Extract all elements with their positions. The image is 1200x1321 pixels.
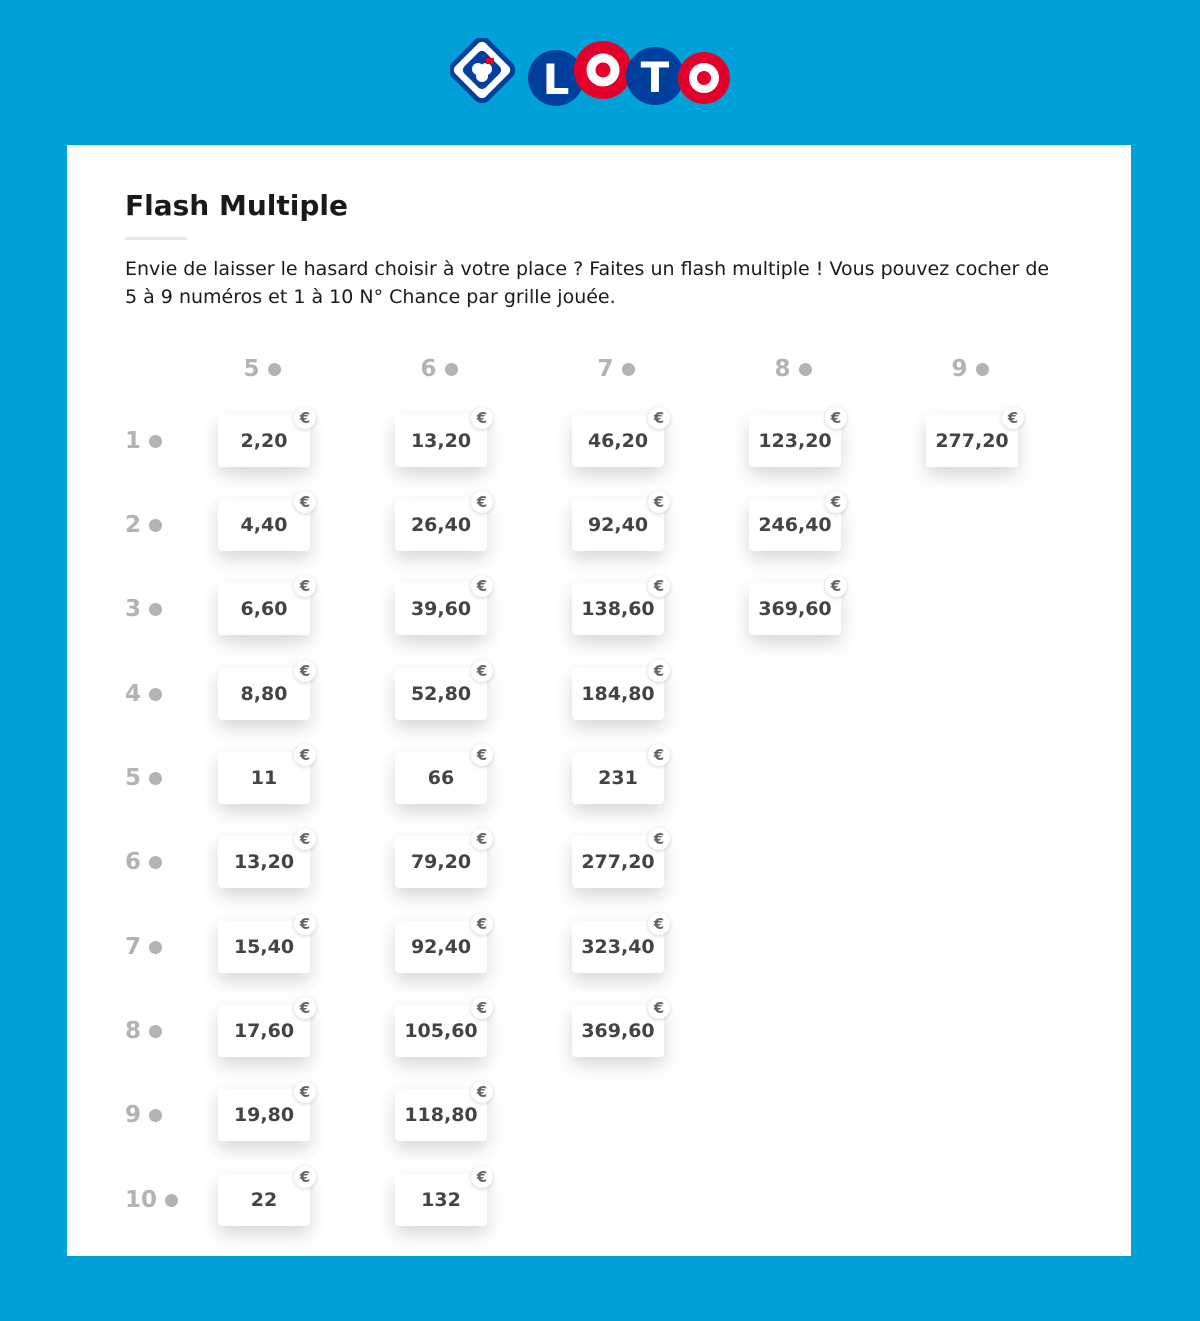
column-header-label: 7 (597, 356, 614, 382)
price-cell (218, 577, 311, 635)
price-value: 323,40 (581, 936, 655, 958)
price-value: 369,60 (758, 598, 832, 620)
price-cell (218, 999, 311, 1057)
price-value: 105,60 (404, 1020, 478, 1042)
euro-badge-icon: € (648, 828, 670, 850)
row-header-8 (125, 1011, 215, 1051)
price-value: 246,40 (758, 514, 832, 536)
euro-badge-icon: € (648, 744, 670, 766)
euro-badge-icon: € (471, 828, 493, 850)
title-divider (125, 237, 187, 240)
euro-badge-icon: € (471, 575, 493, 597)
ball-dot-icon (976, 363, 989, 376)
row-header-label: 2 (125, 512, 142, 538)
row-header-10 (125, 1180, 215, 1220)
price-value: 11 (250, 767, 278, 789)
price-cell (926, 409, 1019, 467)
chance-dot-icon (149, 519, 162, 532)
price-value: 19,80 (233, 1104, 295, 1126)
price-cell (572, 577, 665, 635)
row-header-4 (125, 674, 215, 714)
price-value: 92,40 (410, 936, 472, 958)
card-description: Envie de laisser le hasard choisir à votre place ? Faites un flash multiple ! Vous pouvez cocher de 5 à 9 numéros et 1 à 10 N° Chance par grille jouée. (125, 258, 1050, 308)
price-value: 26,40 (410, 514, 472, 536)
euro-badge-icon: € (294, 997, 316, 1019)
price-cell (749, 577, 842, 635)
euro-badge-icon: € (294, 913, 316, 935)
column-header-5 (222, 349, 302, 389)
column-header-9 (930, 349, 1010, 389)
price-cell (218, 409, 311, 467)
ball-dot-icon (799, 363, 812, 376)
row-header-1 (125, 421, 215, 461)
clover-icon (450, 38, 516, 104)
price-value: 22 (250, 1189, 278, 1211)
price-cell (572, 746, 665, 804)
euro-badge-icon: € (648, 913, 670, 935)
column-header-label: 6 (420, 356, 437, 382)
euro-badge-icon: € (294, 491, 316, 513)
row-header-label: 5 (125, 765, 142, 791)
loto-wordmark (528, 41, 730, 106)
price-cell (395, 999, 488, 1057)
column-header-label: 8 (774, 356, 791, 382)
euro-badge-icon: € (294, 744, 316, 766)
ball-dot-icon (622, 363, 635, 376)
euro-badge-icon: € (471, 1081, 493, 1103)
euro-badge-icon: € (294, 407, 316, 429)
price-cell (218, 746, 311, 804)
euro-badge-icon: € (471, 1166, 493, 1188)
chance-dot-icon (149, 688, 162, 701)
price-value: 17,60 (233, 1020, 295, 1042)
euro-badge-icon: € (294, 1166, 316, 1188)
price-cell (395, 577, 488, 635)
column-header-label: 5 (243, 356, 260, 382)
price-cell (395, 409, 488, 467)
chance-dot-icon (149, 856, 162, 869)
price-value: 369,60 (581, 1020, 655, 1042)
row-header-label: 9 (125, 1102, 142, 1128)
euro-badge-icon: € (648, 491, 670, 513)
price-value: 39,60 (410, 598, 472, 620)
price-value: 46,20 (587, 430, 649, 452)
euro-badge-icon: € (825, 407, 847, 429)
card-title: Flash Multiple (125, 189, 348, 222)
price-cell (395, 1168, 488, 1226)
chance-dot-icon (165, 1194, 178, 1207)
euro-badge-icon: € (471, 491, 493, 513)
price-cell (218, 493, 311, 551)
ball-dot-icon (445, 363, 458, 376)
price-cell (572, 830, 665, 888)
price-cell (218, 830, 311, 888)
price-value: 8,80 (240, 683, 288, 705)
price-value: 132 (421, 1189, 461, 1211)
price-cell (218, 1083, 311, 1141)
euro-badge-icon: € (471, 997, 493, 1019)
row-header-label: 10 (125, 1187, 158, 1213)
column-header-6 (399, 349, 479, 389)
row-header-3 (125, 589, 215, 629)
ball-dot-icon (268, 363, 281, 376)
euro-badge-icon: € (294, 828, 316, 850)
price-value: 123,20 (758, 430, 832, 452)
svg-text:L: L (542, 55, 570, 104)
euro-badge-icon: € (648, 997, 670, 1019)
row-header-6 (125, 842, 215, 882)
price-cell (572, 999, 665, 1057)
chance-dot-icon (149, 603, 162, 616)
price-cell (395, 662, 488, 720)
row-header-label: 8 (125, 1018, 142, 1044)
price-value: 184,80 (581, 683, 655, 705)
row-header-2 (125, 505, 215, 545)
row-header-label: 4 (125, 681, 142, 707)
price-cell (572, 493, 665, 551)
price-value: 118,80 (404, 1104, 478, 1126)
price-cell (395, 746, 488, 804)
euro-badge-icon: € (294, 1081, 316, 1103)
price-cell (218, 915, 311, 973)
price-value: 277,20 (581, 851, 655, 873)
euro-badge-icon: € (471, 660, 493, 682)
price-cell (749, 493, 842, 551)
row-header-label: 3 (125, 596, 142, 622)
price-cell (395, 915, 488, 973)
chance-dot-icon (149, 1025, 162, 1038)
price-value: 13,20 (233, 851, 295, 873)
price-cell (572, 915, 665, 973)
column-header-label: 9 (951, 356, 968, 382)
price-value: 92,40 (587, 514, 649, 536)
price-value: 4,40 (240, 514, 288, 536)
row-header-label: 7 (125, 934, 142, 960)
euro-badge-icon: € (648, 407, 670, 429)
euro-badge-icon: € (471, 744, 493, 766)
flash-multiple-card (67, 145, 1131, 1256)
row-header-label: 6 (125, 849, 142, 875)
euro-badge-icon: € (825, 491, 847, 513)
row-header-label: 1 (125, 428, 142, 454)
euro-badge-icon: € (825, 575, 847, 597)
price-value: 138,60 (581, 598, 655, 620)
price-value: 15,40 (233, 936, 295, 958)
loto-logo (450, 38, 740, 110)
price-value: 79,20 (410, 851, 472, 873)
price-value: 277,20 (935, 430, 1009, 452)
price-cell (395, 493, 488, 551)
price-value: 6,60 (240, 598, 288, 620)
euro-badge-icon: € (1002, 407, 1024, 429)
chance-dot-icon (149, 1109, 162, 1122)
chance-dot-icon (149, 941, 162, 954)
price-value: 66 (427, 767, 455, 789)
row-header-9 (125, 1095, 215, 1135)
euro-badge-icon: € (471, 913, 493, 935)
column-header-8 (753, 349, 833, 389)
price-cell (395, 1083, 488, 1141)
euro-badge-icon: € (294, 660, 316, 682)
column-header-7 (576, 349, 656, 389)
price-cell (572, 409, 665, 467)
price-value: 2,20 (240, 430, 288, 452)
euro-badge-icon: € (294, 575, 316, 597)
chance-dot-icon (149, 435, 162, 448)
price-cell (395, 830, 488, 888)
row-header-5 (125, 758, 215, 798)
price-value: 13,20 (410, 430, 472, 452)
row-header-7 (125, 927, 215, 967)
euro-badge-icon: € (648, 575, 670, 597)
euro-badge-icon: € (471, 407, 493, 429)
price-cell (572, 662, 665, 720)
price-value: 52,80 (410, 683, 472, 705)
chance-dot-icon (149, 772, 162, 785)
svg-text:T: T (640, 53, 670, 102)
price-cell (218, 1168, 311, 1226)
euro-badge-icon: € (648, 660, 670, 682)
price-cell (749, 409, 842, 467)
price-cell (218, 662, 311, 720)
price-value: 231 (598, 767, 638, 789)
